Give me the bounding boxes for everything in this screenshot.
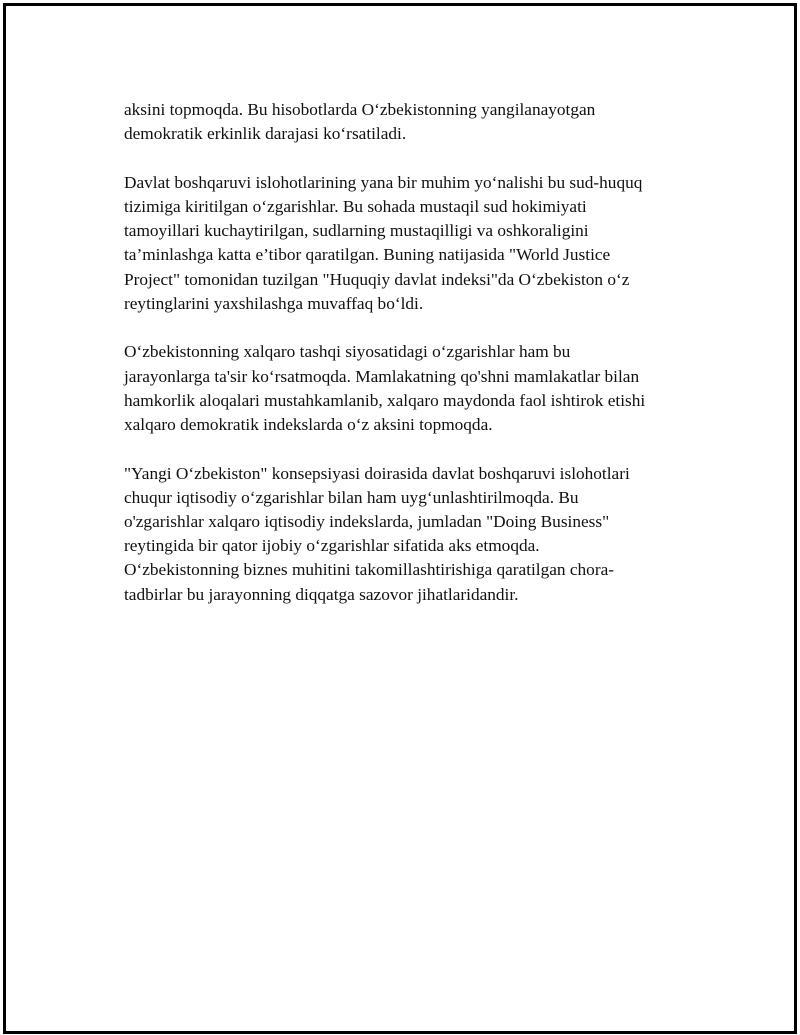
paragraph-foreign-policy: O‘zbekistonning xalqaro tashqi siyosatidagi o‘zgarishlar ham bu jarayonlarga ta'sir ko‘rsatmoqda. Mamlakatning qo'shni mamlakatlar bilan hamkorlik aloqalari mustahkamlanib, xalqaro maydonda faol ishtirok etishi xalqaro demokratik indekslarda o‘z aksini topmoqda. [124,342,646,435]
document-body [124,98,704,631]
paragraph-democratic-freedom: aksini topmoqda. Bu hisobotlarda O‘zbekistonning yangilanayotgan demokratik erkinlik darajasi ko‘rsatiladi. [124,100,596,144]
paragraph-judicial-reform: Davlat boshqaruvi islohotlarining yana bir muhim yo‘nalishi bu sud-huquq tizimiga kiritilgan o‘zgarishlar. Bu sohada mustaqil sud hokimiyati tamoyillari kuchaytirilgan, sudlarning mustaqilligi va oshkoraligini ta’minlashga katta e’tibor qaratilgan. Buning natijasida "World Justice Project" tomonidan tuzilgan "Huquqiy davlat indeksi"da O‘zbekiston o‘z reytinglarini yaxshilashga muvaffaq bo‘ldi. [124,172,643,313]
page-frame [3,3,797,1034]
paragraph-economic-reform: "Yangi O‘zbekiston" konsepsiyasi doirasida davlat boshqaruvi islohotlari chuqur iqtisodiy o‘zgarishlar bilan ham uyg‘unlashtirilmoqda. Bu o'zgarishlar xalqaro iqtisodiy indekslarda, jumladan "Doing Business" reytingida bir qator ijobiy o‘zgarishlar sifatida aks etmoqda. O‘zbekistonning biznes muhitini takomillashtirishiga qaratilgan chora- tadbirlar bu jarayonning diqqatga sazovor jihatlaridandir. [124,463,630,604]
